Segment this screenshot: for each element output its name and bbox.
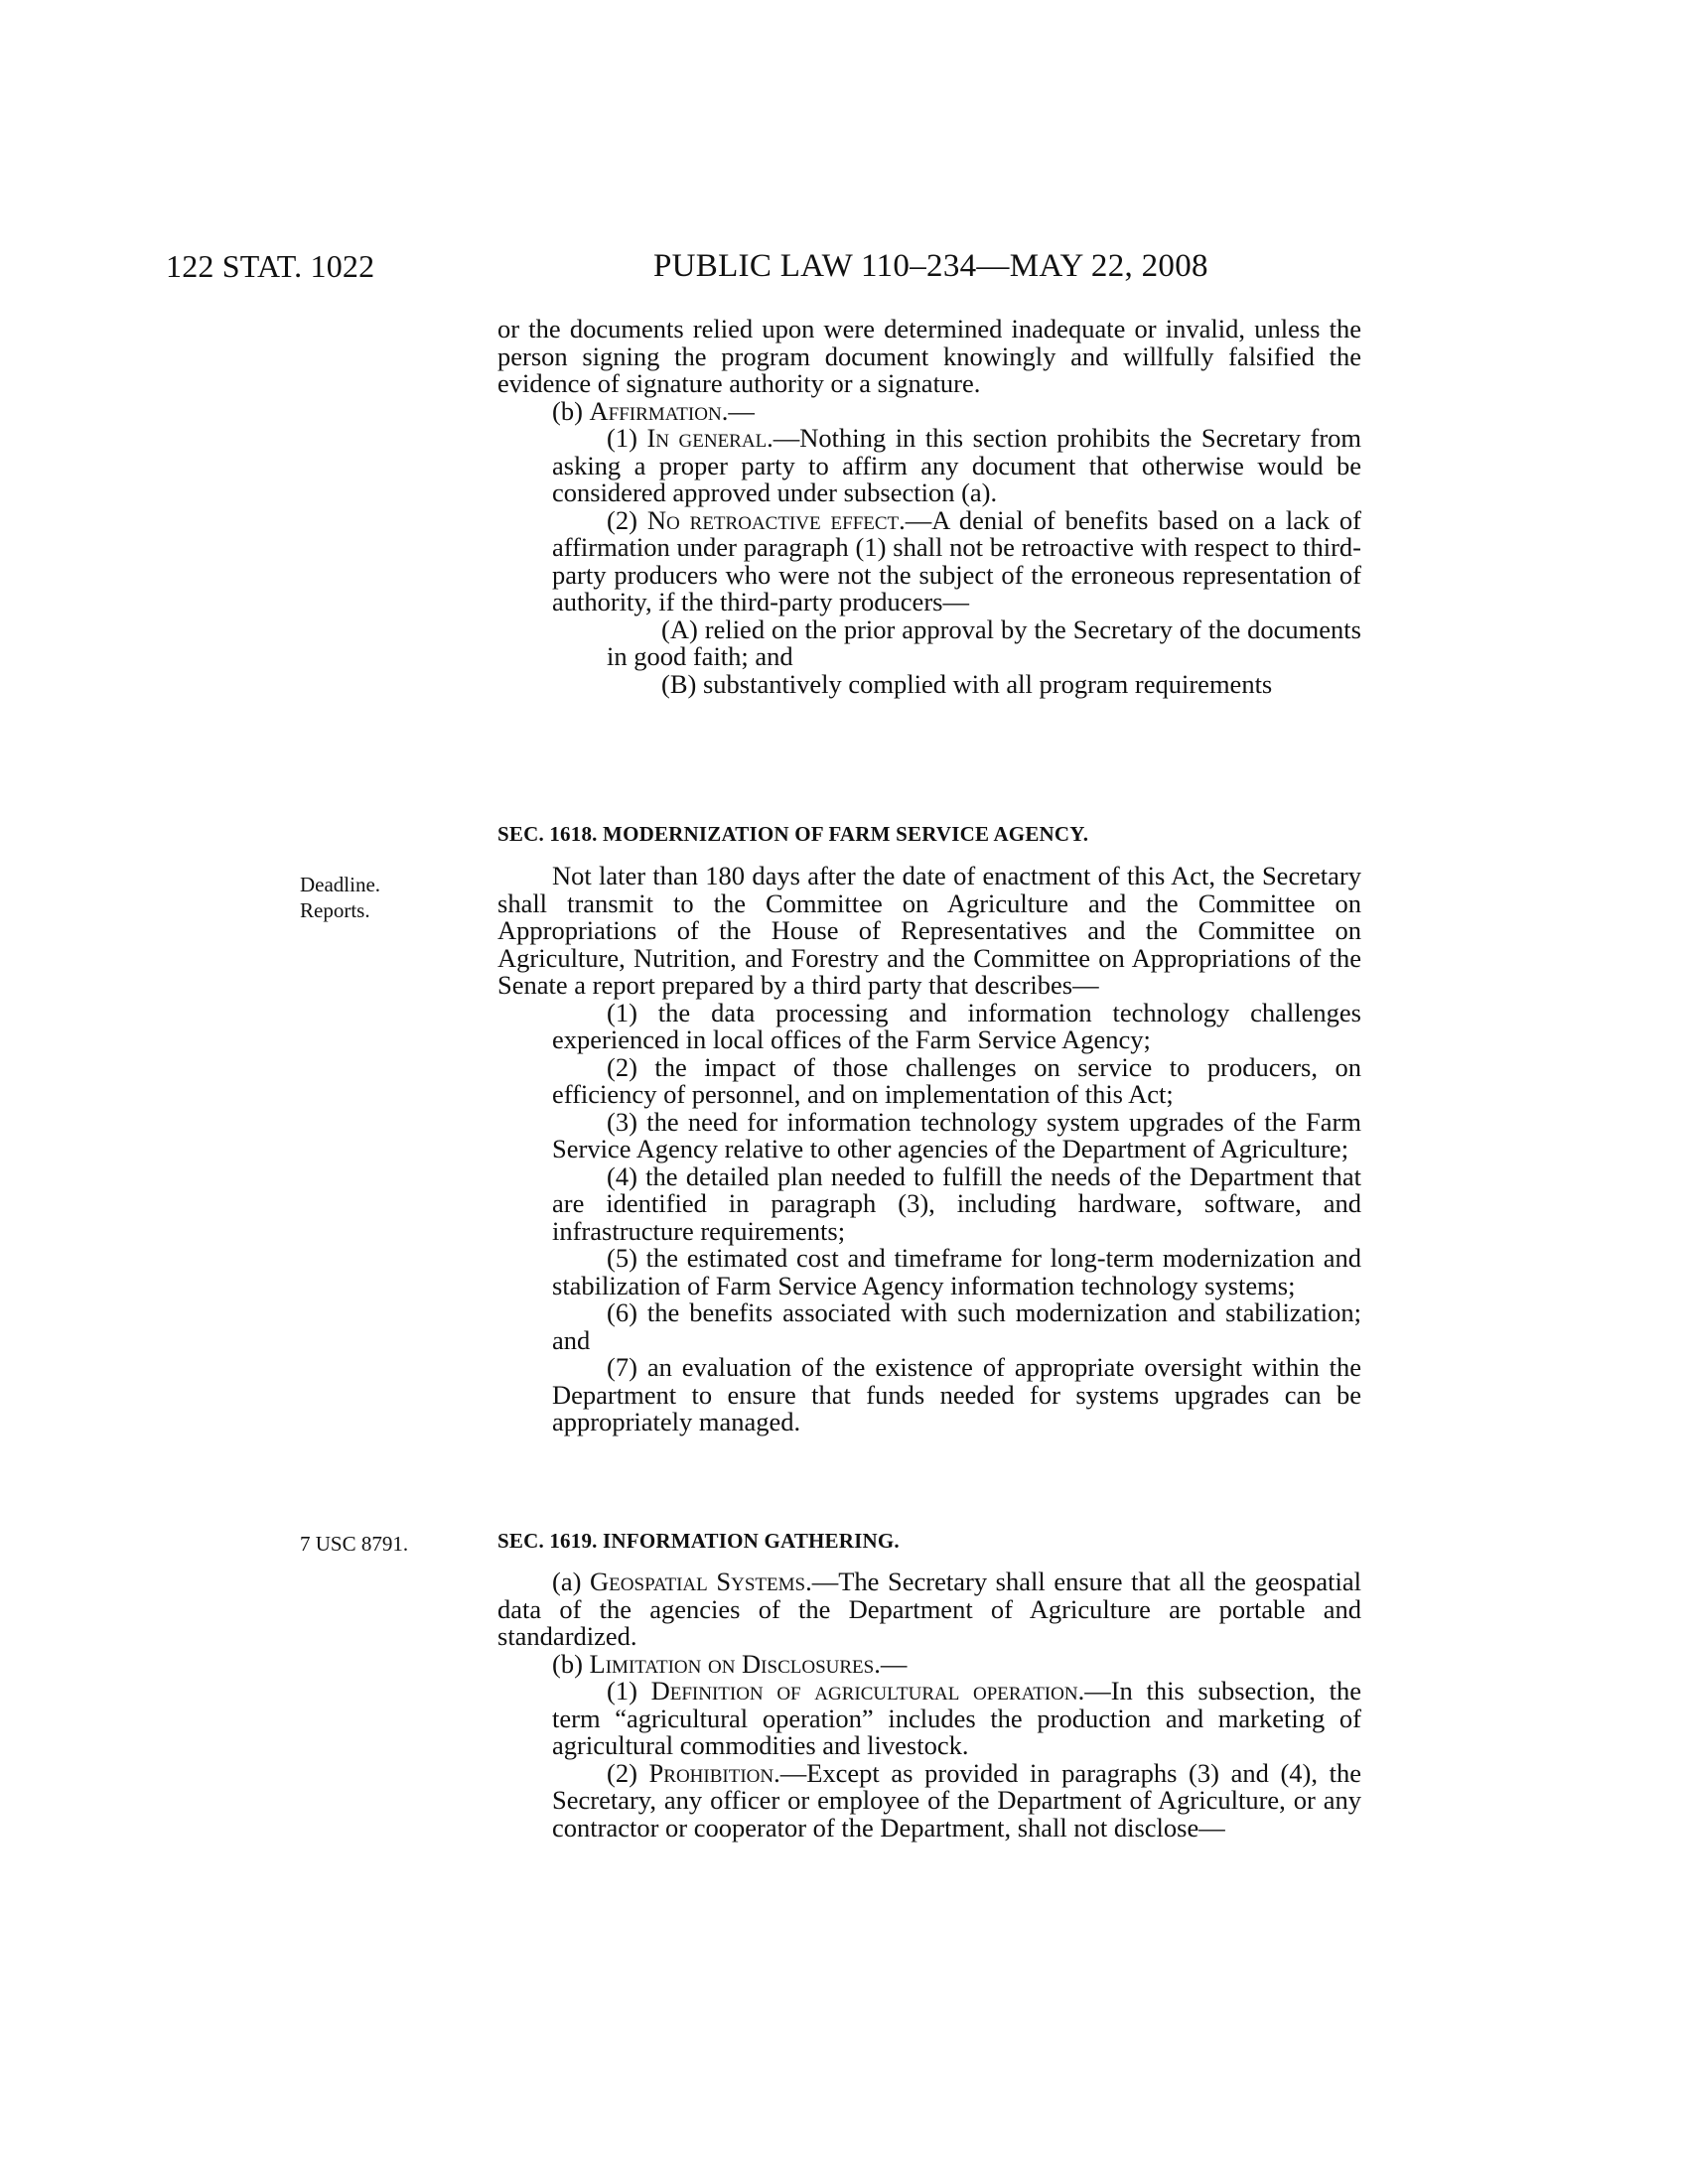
paragraph-1-definition [497,1678,1361,1760]
stat-page-number: 122 STAT. 1022 [166,248,375,284]
continuation-block [497,316,1361,698]
continuation-paragraph: or the documents relied upon were determined inadequate or invalid, unless the person signing the program document knowingly and willfully falsified the evidence of signature authority or a signature. [497,314,1361,398]
paragraph-label: (1) [607,423,647,453]
section-1618-heading: SEC. 1618. MODERNIZATION OF FARM SERVICE AGENCY. [497,822,1089,846]
section-1619-body [497,1569,1361,1842]
paragraph-label: (1) [607,1676,651,1706]
paragraph-text: .—A denial of benefits based on a lack of affirmation under paragraph (1) shall not be retroactive with respect to third-party producers who were not the subject of the erroneous representation of authority, if the third-party producers— [552,504,1361,616]
list-item: (2) the impact of those challenges on service to producers, on efficiency of personnel, and on implementation of this Act; [552,1051,1361,1109]
subsection-label: (b) [552,1648,590,1679]
list-item: (1) the data processing and information technology challenges experienced in local offices of the Farm Service Agency; [552,997,1361,1054]
subsection-b-limitation-on-disclosures [497,1648,1361,1679]
paragraph-label: (2) [607,504,647,535]
subsection-text: .—The Secretary shall ensure that all the geospatial data of the agencies of the Department of Agriculture are portable and standardized. [497,1567,1361,1651]
paragraph-label: (2) [607,1757,649,1788]
margin-note-deadline-reports [300,872,380,923]
paragraph-caption: Definition of agricultural operation [650,1676,1078,1706]
subsection-caption: Geospatial Systems [590,1567,806,1596]
section-1619-heading: SEC. 1619. INFORMATION GATHERING. [497,1529,900,1553]
paragraph-text: .—Except as provided in paragraphs (3) and (4), the Secretary, any officer or employee of the Department of Agriculture, or any contractor or cooperator of the Department, shall not disclose— [552,1757,1361,1843]
paragraph-caption: In general [646,423,768,453]
paragraph-caption: No retroactive effect [646,504,900,535]
paragraph-text: .—Nothing in this section prohibits the Secretary from asking a proper party to affirm any document that otherwise would be considered approved under subsection (a). [552,423,1361,507]
subsection-label: (b) [552,395,590,426]
paragraph-2-prohibition [497,1757,1361,1843]
subsection-b-affirmation [497,395,1361,426]
paragraph-1-in-general [497,425,1361,507]
subparagraph-b: (B) substantively complied with all program requirements [661,668,1273,699]
law-title: PUBLIC LAW 110–234—MAY 22, 2008 [653,248,1208,284]
section-1618-intro: Not later than 180 days after the date of enactment of this Act, the Secretary shall transmit to the Committee on Agriculture and the Committee on Appropriations of the House of Representatives and the Committee on Agriculture, Nutrition, and Forestry and the Committee on Appropriations of the Senate a report prepared by a third party that describes— [497,861,1361,1000]
paragraph-caption: Prohibition [648,1757,774,1788]
margin-note-deadline: Deadline. [300,873,381,896]
paragraph-text: .—In this subsection, the term “agricultural operation” includes the production and marketing of agricultural commodities and livestock. [552,1676,1361,1760]
margin-note-usc-citation: 7 USC 8791. [300,1532,409,1556]
subsection-suffix: .— [874,1648,908,1679]
subparagraph-a: (A) relied on the prior approval by the Secretary of the documents in good faith; and [607,614,1361,671]
section-1618-body [497,863,1361,1436]
margin-note-reports: Reports. [300,898,370,922]
subsection-caption: Limitation on Disclosures [589,1648,875,1679]
list-item: (5) the estimated cost and timeframe for long-term modernization and stabilization of Farm Service Agency information technology systems; [552,1243,1361,1300]
subsection-suffix: .— [721,395,755,426]
subsection-caption: Affirmation [589,395,722,426]
list-item: (6) the benefits associated with such modernization and stabilization; and [552,1297,1361,1355]
list-item: (3) the need for information technology system upgrades of the Farm Service Agency relative to other agencies of the Department of Agriculture; [552,1106,1361,1163]
subsection-label: (a) [552,1567,591,1596]
list-item: (4) the detailed plan needed to fulfill the needs of the Department that are identified in paragraph (3), including hardware, software, and infrastructure requirements; [552,1160,1361,1246]
paragraph-2-no-retroactive-effect [497,504,1361,616]
list-item: (7) an evaluation of the existence of appropriate oversight within the Department to ensure that funds needed for systems upgrades can be appropriately managed. [552,1352,1361,1436]
subsection-a-geospatial-systems [497,1569,1361,1651]
